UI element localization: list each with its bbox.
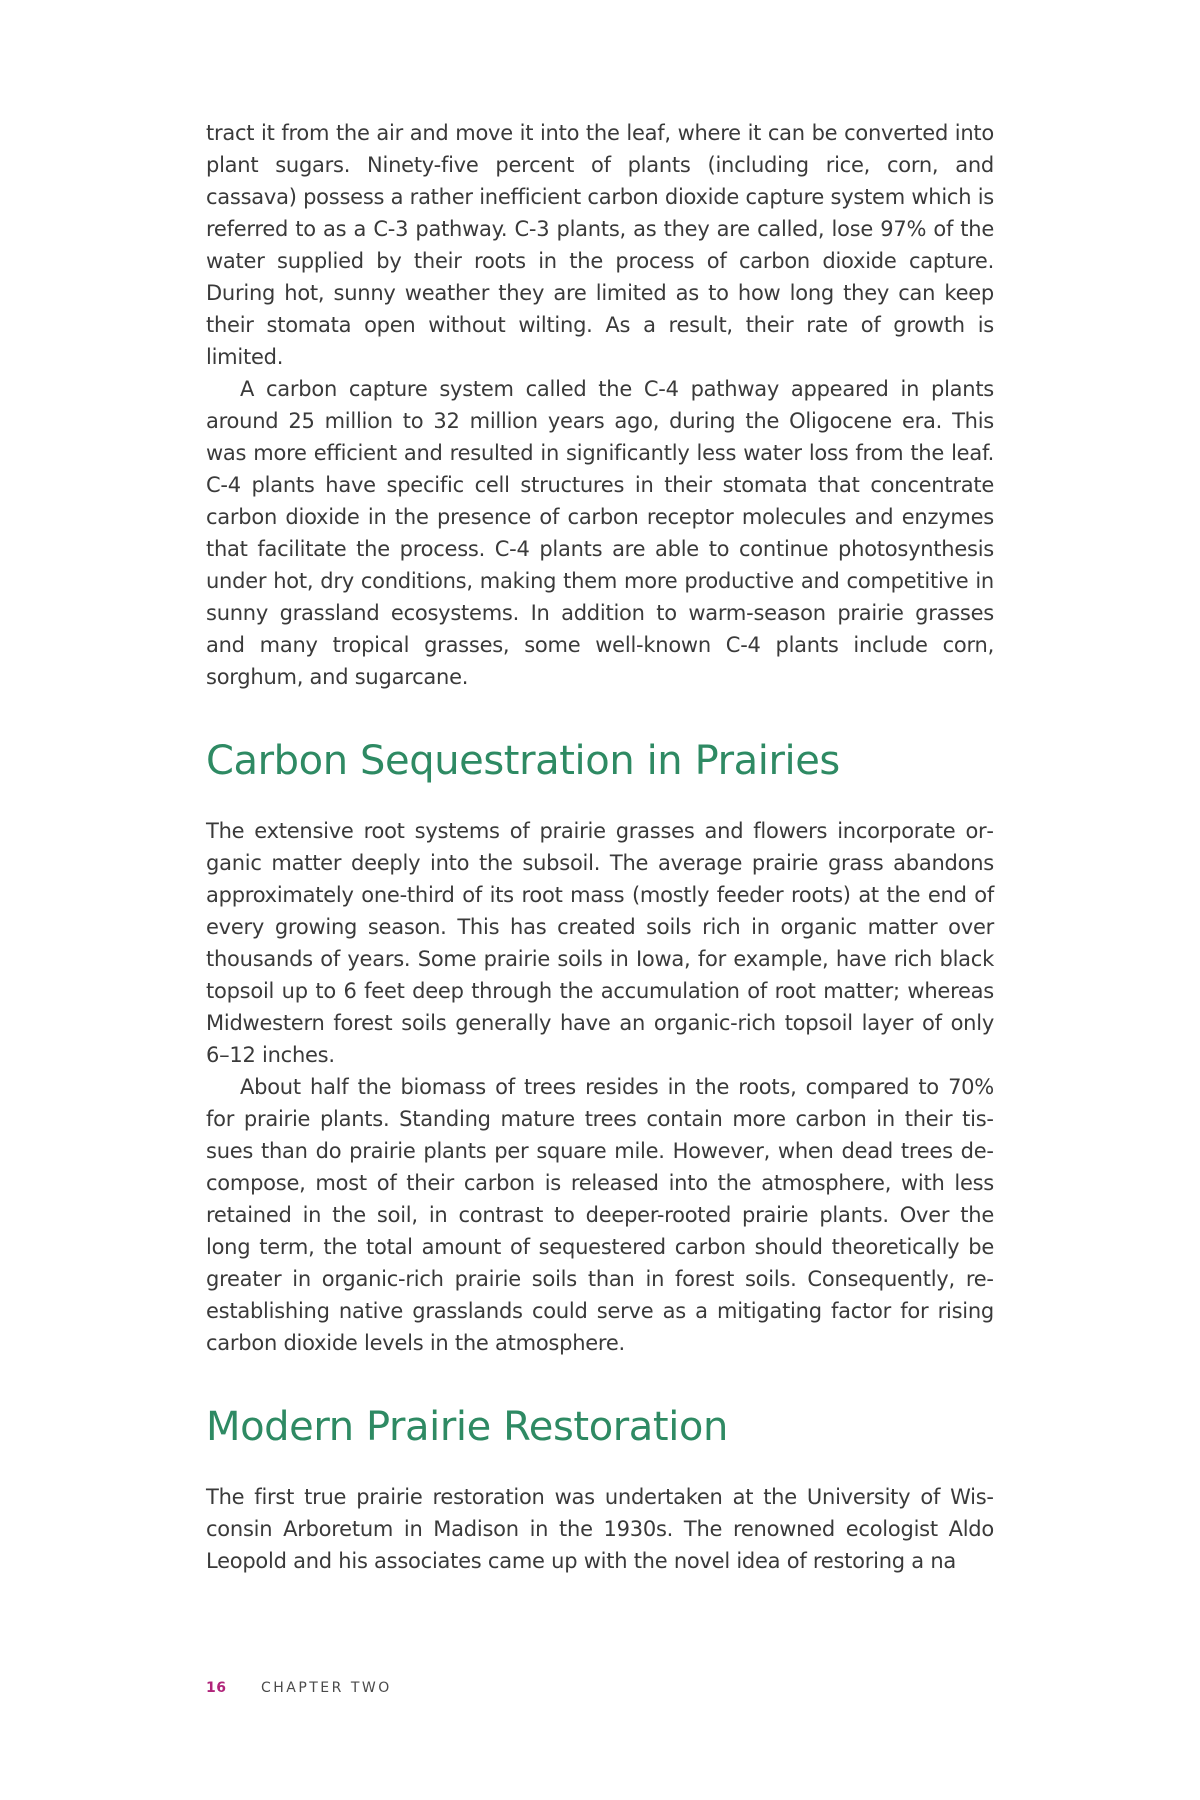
body-paragraph-c4-pathway: A carbon capture system called the C-4 pathway appeared in plants around 25 million to 32 million years ago, during the Oligocene era. This was more efficient and resulted in significantly less water loss from the leaf. C-4 plants have specific cell structures in their stomata that concentrate carbon dioxide in the presence of carbon receptor molecules and enzymes that facilitate the process. C-4 plants are able to continue photosynthesis under hot, dry conditions, making them more productive and competitive in sunny grassland ecosystems. In addition to warm-season prairie grasses and many tropical grasses, some well-known C-4 plants include corn, sorghum, and sugarcane. xyxy=(206,377,994,689)
body-paragraph-continued: tract it from the air and move it into the leaf, where it can be converted into plant sugars. Ninety-five percent of plants (including rice, corn, and cassava) possess a rather inefficient carbon dioxide capture system which is referred to as a C-3 pathway. C-3 plants, as they are called, lose 97% of the water supplied by their roots in the process of carbon dioxide capture. During hot, sunny weather they are limited as to how long they can keep their stomata open without wilting. As a result, their rate of growth is limited. xyxy=(206,121,994,369)
modern-restoration-paragraph-1: The first true prairie restoration was undertaken at the University of Wisconsin Arboretum in Madison in the 1930s. The renowned ecologist Aldo Leopold and his associates came up with the novel idea of restoring a na xyxy=(206,1485,994,1573)
running-head: CHAPTER TWO xyxy=(260,1680,392,1696)
text-column xyxy=(206,117,994,1577)
page-footer xyxy=(206,1678,392,1698)
carbon-sequestration-paragraph-1: The extensive root systems of prairie grasses and flowers incorporate organic matter deeply into the subsoil. The average prairie grass abandons approximately one-third of its root mass (mostly feeder roots) at the end of every growing season. This has created soils rich in organic matter over thousands of years. Some prairie soils in Iowa, for example, have rich black topsoil up to 6 feet deep through the accumulation of root matter; whereas Midwestern forest soils generally have an organic-rich topsoil layer of only 6–12 inches. xyxy=(206,819,994,1067)
carbon-sequestration-paragraph-2: About half the biomass of trees resides in the roots, compared to 70% for prairie plants. Standing mature trees contain more carbon in their tissues than do prairie plants per square mile. However, when dead trees decompose, most of their carbon is released into the atmosphere, with less retained in the soil, in contrast to deeper-rooted prairie plants. Over the long term, the total amount of sequestered carbon should theoretically be greater in organic-rich prairie soils than in forest soils. Consequently, reestablishing native grasslands could serve as a mitigating factor for rising carbon dioxide levels in the atmosphere. xyxy=(206,1075,994,1355)
section-heading-modern-restoration: Modern Prairie Restoration xyxy=(206,1404,728,1450)
page-number: 16 xyxy=(206,1680,227,1696)
section-heading-carbon-sequestration: Carbon Sequestration in Prairies xyxy=(206,738,840,784)
